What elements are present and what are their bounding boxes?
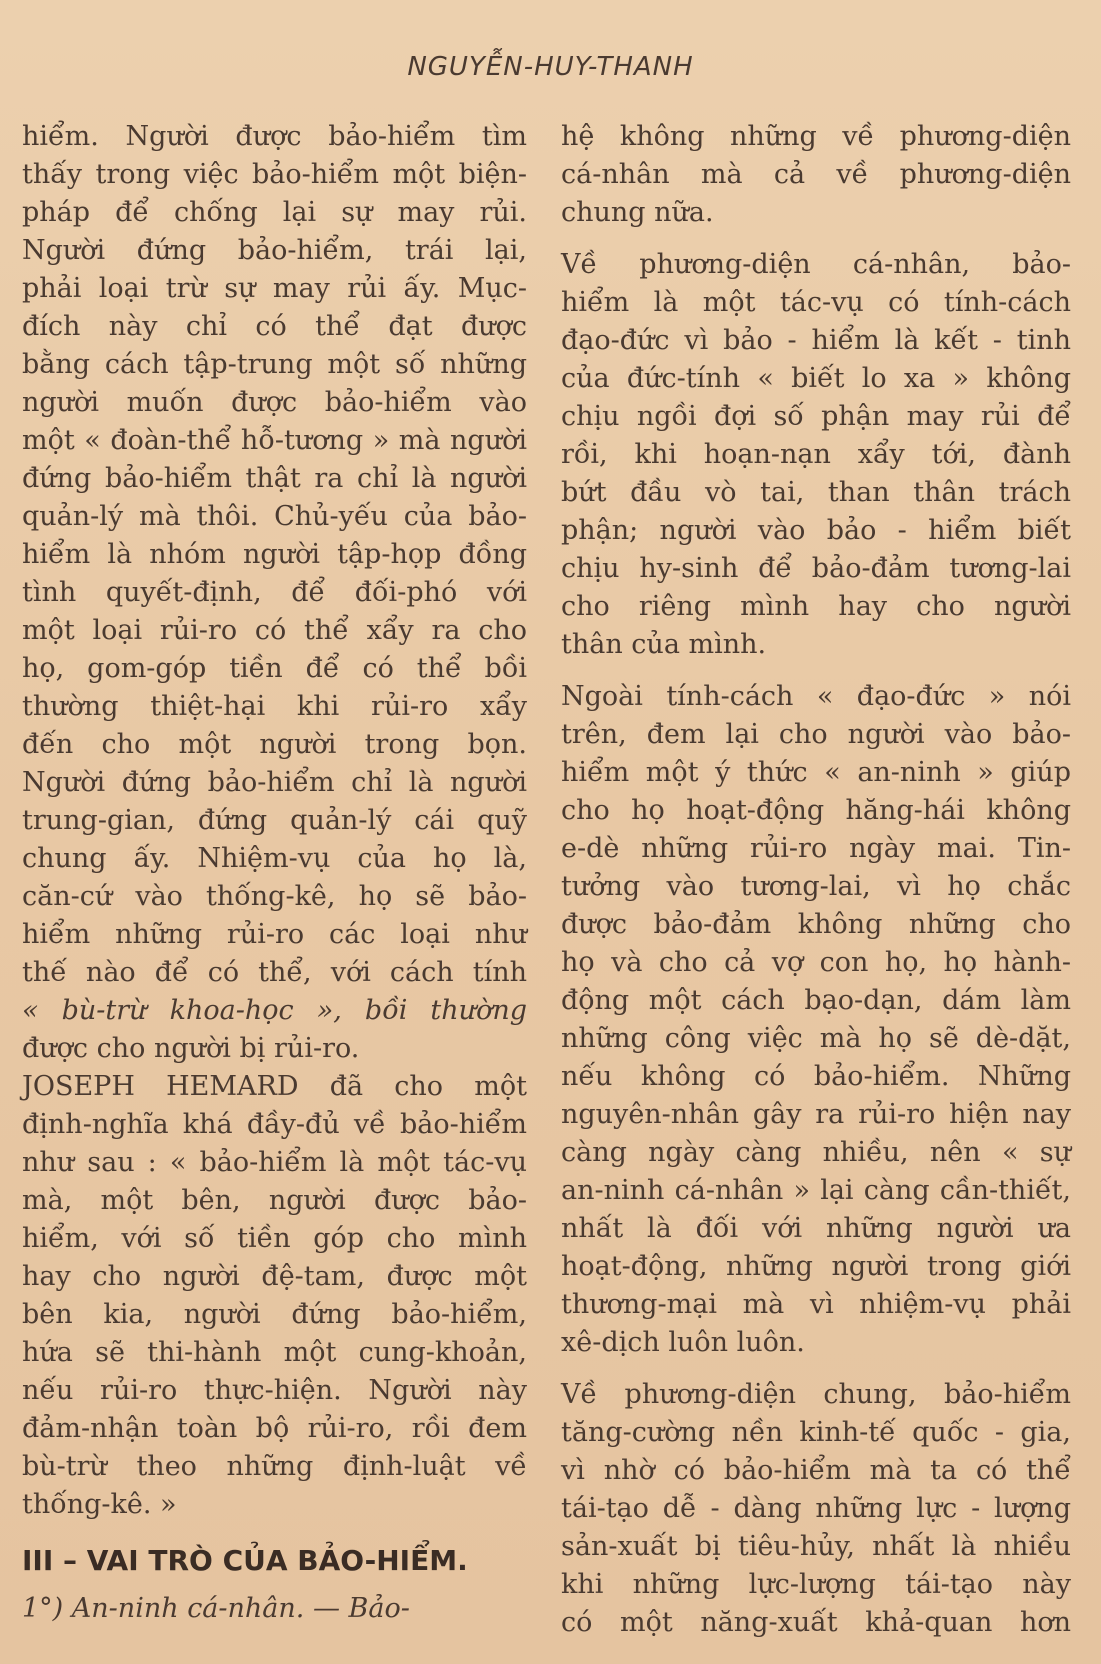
text-line: thế nào để có thể, với cách tính	[22, 957, 527, 988]
text-line: chịu hy-sinh để bảo-đảm tương-lai	[561, 553, 1071, 584]
right-column	[561, 118, 1071, 1642]
text-line: hay cho người đệ-tam, được một	[22, 1261, 527, 1292]
text-line: nhất là đối với những người ưa	[561, 1213, 1071, 1244]
text-line: phải loại trừ sự may rủi ấy. Mục-	[22, 273, 527, 304]
text-line: pháp để chống lại sự may rủi.	[22, 197, 527, 228]
text-line: vì nhờ có bảo-hiểm mà ta có thể	[561, 1455, 1071, 1486]
text-line: hứa sẽ thi-hành một cung-khoản,	[22, 1337, 527, 1368]
text-line: tưởng vào tương-lai, vì họ chắc	[561, 871, 1071, 902]
text-line: chịu ngồi đợi số phận may rủi để	[561, 401, 1071, 432]
text-line: tăng-cường nền kinh-tế quốc - gia,	[561, 1417, 1071, 1448]
text-line: đạo-đức vì bảo - hiểm là kết - tinh	[561, 325, 1071, 356]
text-line: như sau : « bảo-hiểm là một tác-vụ	[22, 1147, 527, 1178]
text-line: đứng bảo-hiểm thật ra chỉ là người	[22, 463, 527, 494]
text-line: đến cho một người trong bọn.	[22, 729, 527, 760]
text-line: xê-dịch luôn luôn.	[561, 1327, 805, 1358]
text-line: sản-xuất bị tiêu-hủy, nhất là nhiều	[561, 1531, 1071, 1562]
text-line: hiểm những rủi-ro các loại như	[22, 919, 527, 950]
text-line: e-dè những rủi-ro ngày mai. Tin-	[561, 833, 1071, 864]
text-line: cho riêng mình hay cho người	[561, 591, 1071, 622]
text-line: bằng cách tập-trung một số những	[22, 349, 527, 380]
text-line: hiểm, với số tiền góp cho mình	[22, 1223, 527, 1254]
text-line: thường thiệt-hại khi rủi-ro xẩy	[22, 691, 527, 722]
text-line: tái-tạo dễ - dàng những lực - lượng	[561, 1493, 1071, 1524]
text-line: Về phương-diện chung, bảo-hiểm	[561, 1379, 1071, 1410]
section-heading: III – VAI TRÒ CỦA BẢO-HIỂM.	[22, 1544, 468, 1577]
text-line: động một cách bạo-dạn, dám làm	[561, 985, 1071, 1016]
text-line: an-ninh cá-nhân » lại càng cần-thiết,	[561, 1175, 1071, 1206]
text-line: bứt đầu vò tai, than thân trách	[561, 477, 1071, 508]
text-line: nguyên-nhân gây ra rủi-ro hiện nay	[561, 1099, 1071, 1130]
text-line: thấy trong việc bảo-hiểm một biện-	[22, 159, 527, 190]
text-line: cá-nhân mà cả về phương-diện	[561, 159, 1071, 190]
text-line: thân của mình.	[561, 629, 767, 660]
text-line: đích này chỉ có thể đạt được	[22, 311, 527, 342]
text-line: một « đoàn-thể hỗ-tương » mà người	[22, 425, 527, 456]
text-line: hệ không những về phương-diện	[561, 121, 1071, 152]
text-line: quản-lý mà thôi. Chủ-yếu của bảo-	[22, 501, 527, 532]
text-line: bên kia, người đứng bảo-hiểm,	[22, 1299, 527, 1330]
text-line: căn-cứ vào thống-kê, họ sẽ bảo-	[22, 881, 527, 912]
text-line: rồi, khi hoạn-nạn xẩy tới, đành	[561, 439, 1071, 470]
text-line: thương-mại mà vì nhiệm-vụ phải	[561, 1289, 1071, 1320]
text-line: đảm-nhận toàn bộ rủi-ro, rồi đem	[22, 1413, 527, 1444]
text-line: Người đứng bảo-hiểm chỉ là người	[22, 767, 527, 798]
text-line: họ và cho cả vợ con họ, họ hành-	[561, 947, 1071, 978]
text-line: Ngoài tính-cách « đạo-đức » nói	[561, 681, 1071, 712]
text-line: càng ngày càng nhiều, nên « sự	[561, 1137, 1071, 1168]
text-line: Người đứng bảo-hiểm, trái lại,	[22, 235, 527, 266]
text-line: nếu không có bảo-hiểm. Những	[561, 1061, 1071, 1092]
text-line: trung-gian, đứng quản-lý cái quỹ	[22, 805, 527, 836]
text-line: người muốn được bảo-hiểm vào	[22, 387, 527, 418]
text-line: « bù-trừ khoa-học », bồi thường	[22, 995, 527, 1026]
text-line: họ, gom-góp tiền để có thể bồi	[22, 653, 527, 684]
text-line: cho họ hoạt-động hăng-hái không	[561, 795, 1071, 826]
running-header: NGUYỄN-HUY-THANH	[407, 52, 694, 82]
text-line: hiểm. Người được bảo-hiểm tìm	[22, 121, 527, 152]
text-line: của đức-tính « biết lo xa » không	[561, 363, 1071, 394]
text-line: những công việc mà họ sẽ dè-dặt,	[561, 1023, 1071, 1054]
text-line: nếu rủi-ro thực-hiện. Người này	[22, 1375, 527, 1406]
text-line: có một năng-xuất khả-quan hơn	[561, 1607, 1071, 1638]
text-line: hoạt-động, những người trong giới	[561, 1251, 1071, 1282]
text-line: JOSEPH HEMARD đã cho một	[22, 1071, 527, 1102]
text-line: hiểm là một tác-vụ có tính-cách	[561, 287, 1071, 318]
text-line: chung nữa.	[561, 197, 714, 228]
text-line: một loại rủi-ro có thể xẩy ra cho	[22, 615, 527, 646]
text-line: định-nghĩa khá đầy-đủ về bảo-hiểm	[22, 1109, 527, 1140]
text-line: mà, một bên, người được bảo-	[22, 1185, 527, 1216]
text-line: trên, đem lại cho người vào bảo-	[561, 719, 1071, 750]
text-line: được bảo-đảm không những cho	[561, 909, 1071, 940]
text-line: khi những lực-lượng tái-tạo này	[561, 1569, 1071, 1600]
text-line: hiểm là nhóm người tập-họp đồng	[22, 539, 527, 570]
text-line: hiểm một ý thức « an-ninh » giúp	[561, 757, 1071, 788]
text-line: phận; người vào bảo - hiểm biết	[561, 515, 1071, 546]
text-line: chung ấy. Nhiệm-vụ của họ là,	[22, 843, 527, 874]
text-line: bù-trừ theo những định-luật về	[22, 1451, 527, 1482]
text-line: được cho người bị rủi-ro.	[22, 1033, 360, 1064]
text-line: thống-kê. »	[22, 1489, 177, 1520]
left-column	[22, 118, 527, 1628]
text-line: tình quyết-định, để đối-phó với	[22, 577, 527, 608]
subsection-heading: 1°) An-ninh cá-nhân. — Bảo-	[22, 1593, 410, 1624]
text-line: Về phương-diện cá-nhân, bảo-	[561, 249, 1071, 280]
